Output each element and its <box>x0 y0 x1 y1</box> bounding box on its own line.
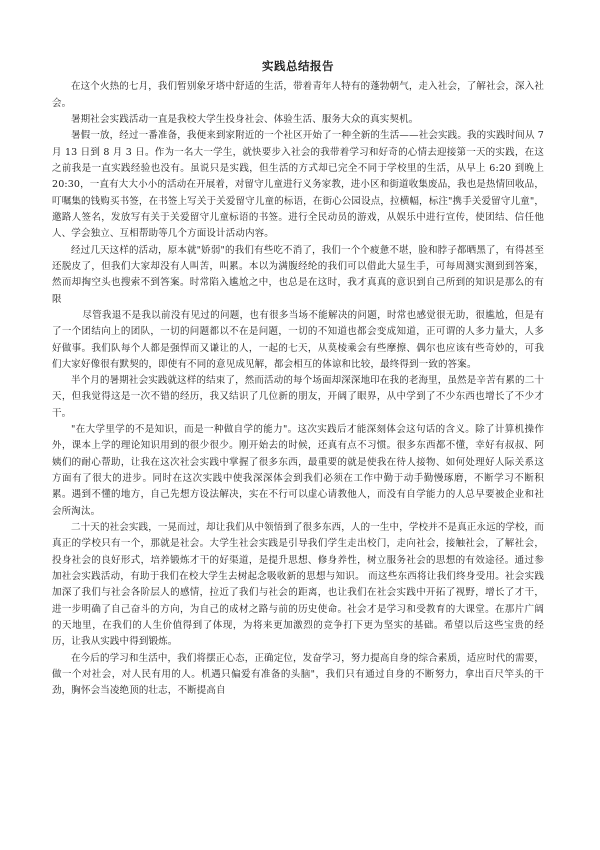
paragraph: "在大学里学的不是知识，而是一种做自学的能力"。这次实践后才能深刻体会这句话的含义。除了计算机操作外，课本上学的理论知识用到的很少很少。刚开始去的时候，还真有点不习惯。很多东西都不懂，幸好有叔叔、阿姨们的耐心帮助，让我在这次社会实践中掌握了很多东西，最重要的就是使我在待人接物、如何处理好人际关系这方面有了很大的进步。同时在这次实践中使我深深体会到我们必须在工作中勤于动手勤慢琢磨，不断学习不断积累。遇到不懂的地方，自己先想方设法解决，实在不行可以虚心请教他人，而没有自学能力的人总早要被企业和社会所淘汰。 <box>52 424 544 517</box>
paragraph: 二十天的社会实践，一晃而过，却让我们从中领悟到了很多东西，人的一生中，学校并不是真正永远的学校，而真正的学校只有一个，那就是社会。大学生社会实践是引导我们学生走出校门，走向社会，接触社会，了解社会，投身社会的良好形式，培养锻炼才干的好渠道，是提升思想、修身养性，树立服务社会的思想的有效途径。通过参加社会实践活动，有助于我们在校大学生去树起念吸收新的思想与知识。 而这些东西将让我们终身受用。社会实践加深了我们与社会各阶层人的感情，拉近了我们与社会的距离，也让我们在社会实践中开拓了视野，增长了才干，进一步明确了自己奋斗的方向，为自己的成材之路与前的历史使命。社会才是学习和受教育的大课堂。在那片广阔的天地里，在我们的人生价值得到了体现，为将来更加激烈的竞争打下更为坚实的基础。希望以后这些宝贵的经历，让我从实践中得到锻炼。 <box>52 522 544 648</box>
document-body <box>52 79 544 699</box>
paragraph: 暑期社会实践活动一直是我校大学生投身社会、体验生活、服务大众的真实契机。 <box>71 113 419 125</box>
paragraph: 经过几天这样的活动，原本就"娇弱"的我们有些吃不消了，我们一个个疲惫不堪，脸和脖子都晒黑了，有得甚至还脱皮了，但我们大家却没有人叫苦，叫累。本以为满腹经纶的我们可以借此大显生手，可每周测实测到到答案，然而却掏空头也搜索不到答案。时常陷入尴尬之中，也总是在这时，我才真真的意识到自己所到的知识是那么的有限 <box>52 244 544 305</box>
paragraph: 在这个火热的七月，我们暂别象牙塔中舒适的生活，带着青年人特有的蓬勃朝气，走入社会，了解社会，深入社会。 <box>52 81 544 109</box>
paragraph: 尽管我退不是我以前没有见过的问题，也有很多当场不能解决的问题，时常也感觉很无助，很尴尬，但是有了一个团结向上的团队，一切的问题都以不在是问题，一切的不知道也都会变成知道，正可谓的人多力量大，人多好做事。我们队每个人都是强悍而又谦让的人，一起的七天，从莫棱乘会有些摩擦、偶尔也应该有些奇妙的，可我们大家好像很有默契的，即使有不同的意见成见解，都会相互的体谅和比较，最终得到一致的答案。 <box>52 309 544 370</box>
page-title: 实践总结报告 <box>262 59 334 73</box>
paragraph: 暑假一放，经过一番准备，我便来到家附近的一个社区开始了一种全新的生活——社会实践。我的实践时间从 7 月 13 日到 8 月 3 日。作为一名大一学生，就快要步入社会的我带着学习和好奇的心情去迎接第一天的实践，在这之前我是一直实践经验也没有。虽说只是实践，但生活的方式却已完全不同于学校里的生活，从早上 6:20 到晚上 20:30，一直有大大小小的活动在开展着，对留守儿童进行义务家教，进小区和街道收集废品，我也是热情回收品，叮嘱集的钱购买书签，在书签上写关于关爱留守儿童的标语，在街心公园设点，拉横幅，标注"携手关爱留守儿童"，邀路人签名，发放写有关于关爱留守儿童标语的书签。进行全民动员的游戏，从娱乐中进行宣传，使团结、信任他人、学会独立、互相帮助等几个方面设计活动内容。 <box>52 130 544 240</box>
paragraph: 在今后的学习和生活中，我们将摆正心态，正确定位，发奋学习，努力提高自身的综合素质，适应时代的需要，做一个对社会，对人民有用的人。机遇只偏爱有准备的头脑"，我们只有通过自身的不断努力，拿出百尺竿头的干劲，胸怀会当凌绝顶的壮志，不断提高自 <box>52 652 544 697</box>
paragraph: 半个月的暑期社会实践就这样的结束了，然而活动的每个场面却深深地印在我的老海里，虽然是辛苦有累的二十天，但我觉得这是一次不错的经历，我又结识了几位新的朋友，开阔了眼界，从中学到了不少东西也增长了不少才干。 <box>52 375 544 419</box>
